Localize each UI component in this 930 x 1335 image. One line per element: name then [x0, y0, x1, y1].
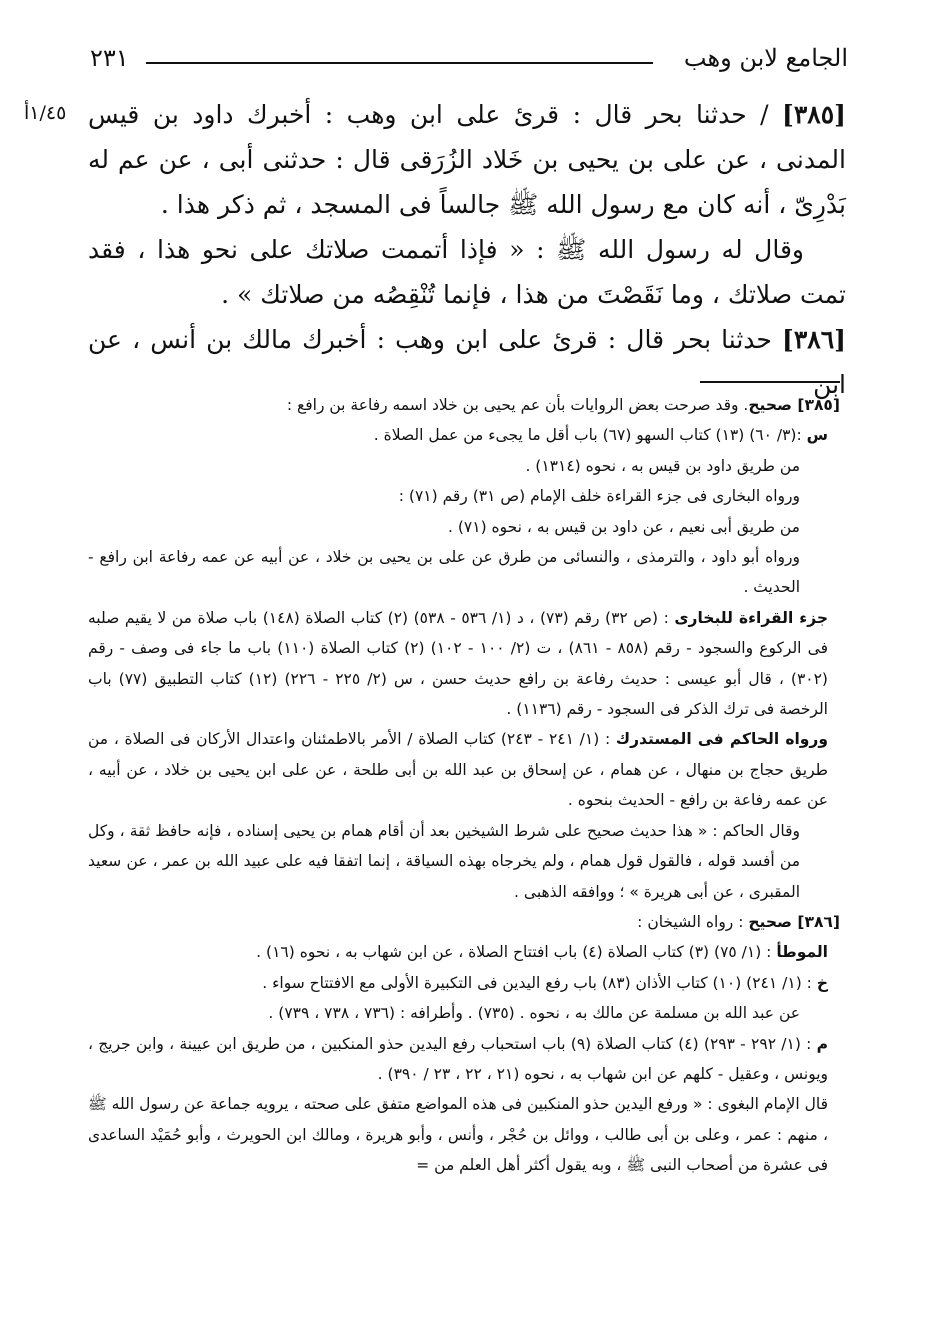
footnote-lead: [٣٨٥] صحيح — [748, 396, 840, 414]
running-title: الجامع لابن وهب — [683, 44, 848, 72]
footnote-lead: م — [816, 1034, 829, 1053]
footnote-text: من طريق داود بن قيس به ، نحوه (١٣١٤) . — [525, 456, 800, 475]
footnote-text: وقال الحاكم : « هذا حديث صحيح على شرط الشيخين بعد أن أقام همام بن يحيى إسناده ، فإنه حافظ ثقة ، وكل من أفسد قوله ، فالقول قول همام ، ولم يخرجاه بهذه السياقة ، إنما اتفقا فيه على عبيد الله بن عمر ، عن سعيد المقبرى ، عن أبى هريرة » ؛ ووافقه الذهبى . — [88, 821, 800, 901]
footnote-text: من طريق أبى نعيم ، عن داود بن قيس به ، نحوه (٧١) . — [448, 517, 800, 536]
page-header — [88, 38, 848, 78]
footnote-line — [88, 1089, 840, 1180]
footnote-text: : (ص ٣٢) رقم (٧٣) ، د (١/ ٥٣٦ - ٥٣٨) (٢) كتاب الصلاة (١٤٨) باب صلاة من لا يقيم صلبه فى الركوع والسجود - رقم (٨٥٨ - ٨٦١) ، ت (٢/ ١٠٠ - ١٠٢) (٢) كتاب الصلاة (١١٠) باب ما جاء فى وصف - رقم (٣٠٢) ، قال أبو عيسى : حديث رفاعة بن رافع حديث حسن ، س (٢/ ٢٢٥ - ٢٢٦) (١٢) كتاب التطبيق (٧٧) باب الرخصة فى ترك الذكر فى السجود - رقم (١١٣٦) . — [88, 608, 828, 719]
footnote-text: . وقد صرحت بعض الروايات بأن عم يحيى بن خلاد اسمه رفاعة بن رافع : — [286, 396, 749, 414]
manuscript-folio-note: ١/٤٥أ — [24, 102, 67, 124]
hadith-385-paragraph — [88, 92, 846, 227]
hadith-386-number: [٣٨٦] — [782, 325, 846, 354]
footnote-line — [88, 603, 840, 725]
footnote-lead: س — [806, 426, 828, 445]
footnote-lead: الموطأ — [776, 943, 828, 962]
footnote-line — [88, 481, 840, 511]
footnote-lead: [٣٨٦] صحيح — [748, 912, 840, 931]
header-rule — [146, 62, 653, 64]
main-text — [88, 92, 846, 407]
footnote-line — [88, 390, 840, 420]
footnote-text: : (١/ ٢٤١) (١٠) كتاب الأذان (٨٣) باب رفع اليدين فى التكبيرة الأولى مع الافتتاح سواء . — [262, 973, 817, 992]
footnote-lead: جزء القراءة للبخارى — [674, 608, 829, 627]
footnote-line — [88, 420, 840, 450]
footnote-line — [88, 968, 840, 998]
footnote-line — [88, 907, 840, 937]
footnote-line — [88, 451, 840, 481]
footnote-line — [88, 1029, 840, 1090]
footnote-text: ورواه البخارى فى جزء القراءة خلف الإمام (ص ٣١) رقم (٧١) : — [398, 487, 800, 506]
hadith-385-continuation — [88, 227, 846, 317]
footnote-line — [88, 937, 840, 967]
footnote-line — [88, 542, 840, 603]
footnote-text: ورواه أبو داود ، والترمذى ، والنسائى من طرق عن على بن يحيى بن خلاد ، عن أبيه عن عمه رفاعة ابن رافع - الحديث . — [88, 548, 800, 597]
footnote-text: قال الإمام البغوى : « ورفع اليدين حذو المنكبين فى هذه المواضع متفق على صحته ، يرويه جماعة عن رسول الله ﷺ ، منهم : عمر ، وعلى بن أبى طالب ، ووائل بن حُجْر ، وأنس ، وأبو هريرة ، ومالك ابن الحويرث ، وأبو حُمَيْد الساعدى فى عشرة من أصحاب النبى ﷺ ، وبه يقول أكثر أهل العلم من = — [88, 1095, 828, 1175]
footnote-text: : (١/ ٢٩٢ - ٢٩٣) (٤) كتاب الصلاة (٩) باب استحباب رفع اليدين حذو المنكبين ، من طريق ابن عيينة ، وابن جريج ، ويونس ، وعقيل - كلهم عن ابن شهاب به ، نحوه (٢١ ، ٢٢ ، ٢٣ / ٣٩٠) . — [88, 1034, 828, 1083]
footnote-lead: ورواه الحاكم فى المستدرك — [615, 730, 828, 749]
hadith-386-text: حدثنا بحر قال : قرئ على ابن وهب : أخبرك مالك بن أنس ، عن ابن — [88, 325, 846, 399]
footnote-text: : (١/ ٧٥) (٣) كتاب الصلاة (٤) باب افتتاح الصلاة ، عن ابن شهاب به ، نحوه (١٦) . — [256, 943, 777, 962]
footnote-line — [88, 998, 840, 1028]
footnote-line — [88, 724, 840, 815]
footnote-line — [88, 816, 840, 907]
footnote-line — [88, 512, 840, 542]
hadith-385-text: / حدثنا بحر قال : قرئ على ابن وهب : أخبرك داود بن قيس المدنى ، عن على بن يحيى بن خَلاد الزُرَقى قال : حدثنى أبى ، عن عم له بَدْرِىّ ، أنه كان مع رسول الله ﷺ جالساً فى المسجد ، ثم ذكر هذا . — [88, 100, 846, 219]
footnote-text: :(٣/ ٦٠) (١٣) كتاب السهو (٦٧) باب أقل ما يجىء من عمل الصلاة . — [373, 426, 807, 445]
hadith-385-continuation-text: وقال له رسول الله ﷺ : « فإذا أتممت صلاتك على نحو هذا ، فقد تمت صلاتك ، وما نَقَصْتَ من هذا ، فإنما تُنْقِصُه من صلاتك » . — [88, 235, 846, 309]
hadith-385-number: [٣٨٥] — [782, 100, 846, 129]
footnotes — [88, 390, 840, 1181]
footnote-text: : رواه الشيخان : — [637, 912, 749, 931]
footnote-text: عن عبد الله بن مسلمة عن مالك به ، نحوه . (٧٣٥) . وأطرافه : (٧٣٦ ، ٧٣٨ ، ٧٣٩) . — [268, 1004, 800, 1023]
footnote-lead: خ — [816, 973, 828, 992]
page-number: ٢٣١ — [90, 44, 129, 72]
footnote-separator — [700, 381, 840, 383]
footnote-text: : (١/ ٢٤١ - ٢٤٣) كتاب الصلاة / الأمر بالاطمئنان واعتدال الأركان فى الصلاة ، من طريق حجاج بن منهال ، عن همام ، عن إسحاق بن عبد الله بن أبى طلحة ، عن على ابن يحيى بن خلاد ، عن أبيه ، عن عمه رفاعة بن رافع - الحديث بنحوه . — [88, 730, 828, 810]
